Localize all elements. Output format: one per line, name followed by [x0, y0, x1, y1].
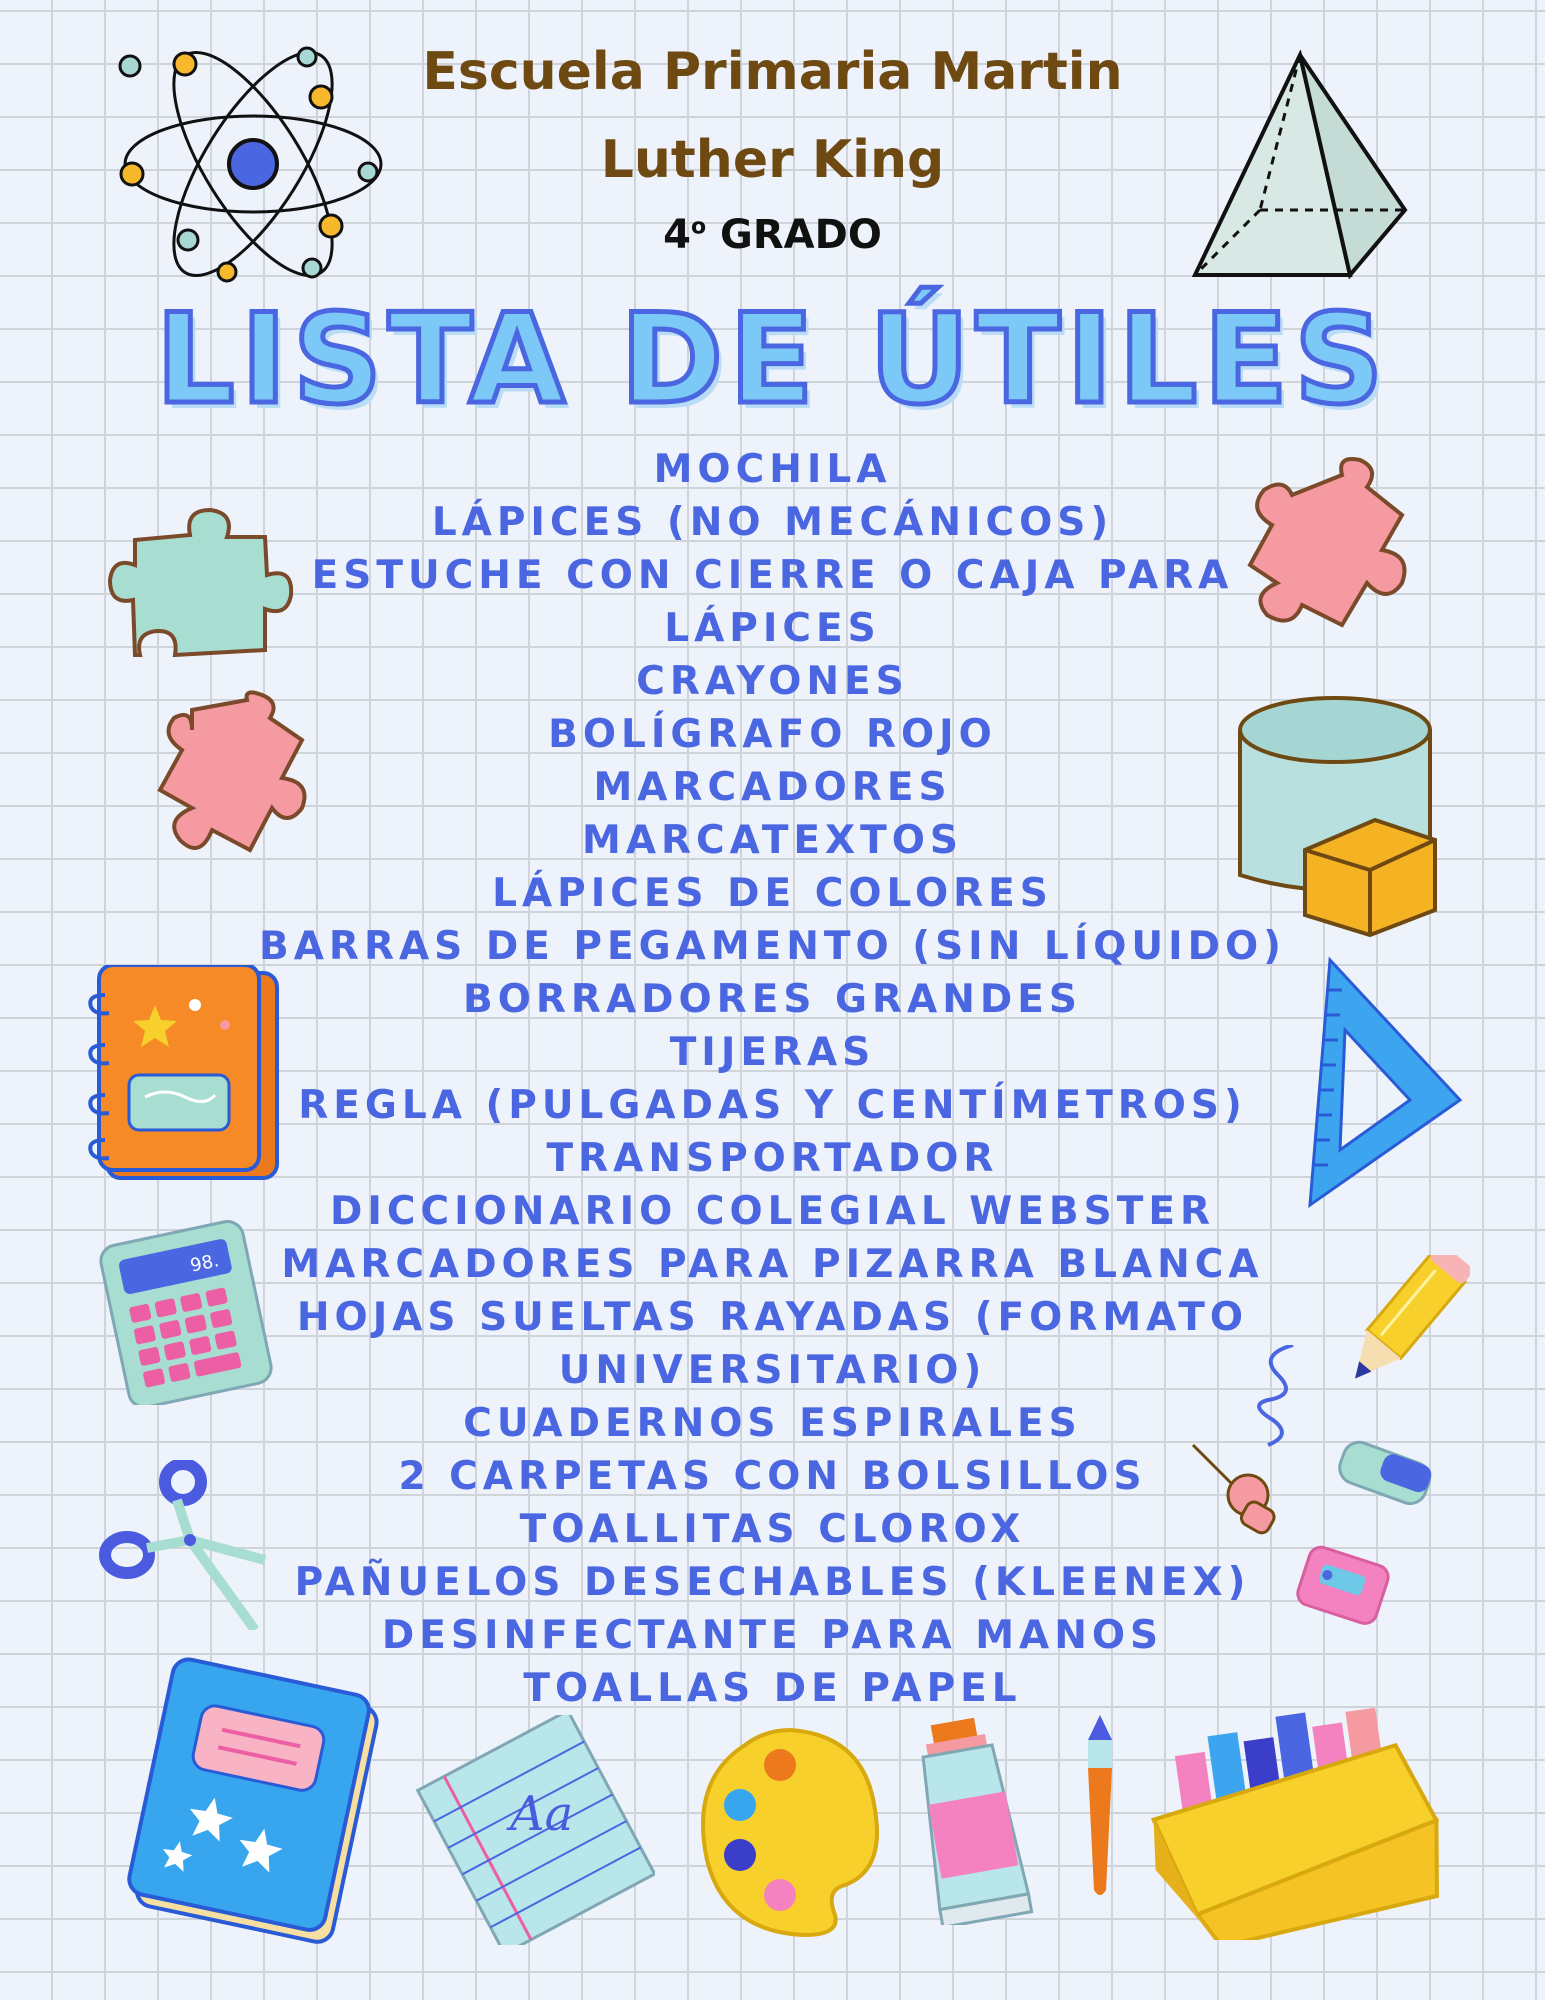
list-item: BOLÍGRAFO ROJO [548, 712, 997, 757]
triangle-ruler-icon [1290, 950, 1465, 1215]
list-item: ESTUCHE CON CIERRE O CAJA PARA [311, 553, 1234, 598]
list-item: UNIVERSITARIO) [558, 1348, 987, 1393]
list-item: TRANSPORTADOR [546, 1136, 999, 1181]
crayon-box-icon [1145, 1700, 1445, 1940]
list-item: MARCADORES PARA PIZARRA BLANCA [281, 1242, 1264, 1287]
list-item: BARRAS DE PEGAMENTO (SIN LÍQUIDO) [259, 924, 1286, 969]
pushpin-icon [1188, 1345, 1323, 1540]
list-item: REGLA (PULGADAS Y CENTÍMETROS) [298, 1083, 1247, 1128]
list-item: BORRADORES GRANDES [463, 977, 1082, 1022]
paper-lettering: Aa [510, 1786, 574, 1842]
list-item: LÁPICES (NO MECÁNICOS) [431, 500, 1114, 545]
supply-list [200, 443, 1345, 1715]
list-item: LÁPICES [664, 606, 881, 651]
puzzle-piece-icon [105, 500, 295, 665]
list-item: DICCIONARIO COLEGIAL WEBSTER [329, 1189, 1216, 1234]
sharpener-icon [1290, 1535, 1395, 1635]
list-item: 2 CARPETAS CON BOLSILLOS [398, 1454, 1147, 1499]
pyramid-icon [1190, 50, 1410, 285]
notebook-icon [85, 965, 285, 1185]
grade-word: GRADO [720, 212, 882, 258]
school-name-line1: Escuela Primaria Martin [422, 42, 1123, 102]
list-item: TOALLITAS CLOROX [519, 1507, 1026, 1552]
scissors-icon [95, 1460, 275, 1630]
list-item: DESINFECTANTE PARA MANOS [381, 1613, 1164, 1658]
page-title: LISTA DE ÚTILES [155, 288, 1390, 432]
list-item: CRAYONES [636, 659, 909, 704]
paint-palette-icon [695, 1720, 895, 1940]
puzzle-piece-icon [152, 690, 322, 875]
list-item: MOCHILA [653, 447, 892, 492]
list-item: HOJAS SUELTAS RAYADAS (FORMATO [296, 1295, 1249, 1340]
list-item: TOALLAS DE PAPEL [523, 1666, 1022, 1711]
calculator-display: 98. [188, 1250, 221, 1277]
list-item: TIJERAS [669, 1030, 876, 1075]
atom-icon [118, 42, 388, 292]
list-item: PAÑUELOS DESECHABLES (KLEENEX) [294, 1560, 1251, 1605]
list-item: CUADERNOS ESPIRALES [463, 1401, 1082, 1446]
paintbrush-icon [1070, 1710, 1130, 1900]
pencil-icon [1330, 1255, 1470, 1395]
puzzle-piece-icon [1242, 455, 1422, 635]
calculator-icon [95, 1220, 275, 1405]
star-book-icon [120, 1655, 380, 1945]
grade-number: 4 [663, 212, 691, 258]
lined-paper-icon [415, 1715, 655, 1945]
school-name-line2: Luther King [600, 130, 945, 190]
list-item: LÁPICES DE COLORES [492, 871, 1053, 916]
list-item: MARCATEXTOS [582, 818, 963, 863]
cylinder-cube-icon [1235, 690, 1445, 940]
list-item: MARCADORES [593, 765, 952, 810]
eraser-icon [1335, 1430, 1435, 1515]
grade-superscript: o [690, 214, 707, 240]
paint-tube-icon [920, 1715, 1055, 1925]
